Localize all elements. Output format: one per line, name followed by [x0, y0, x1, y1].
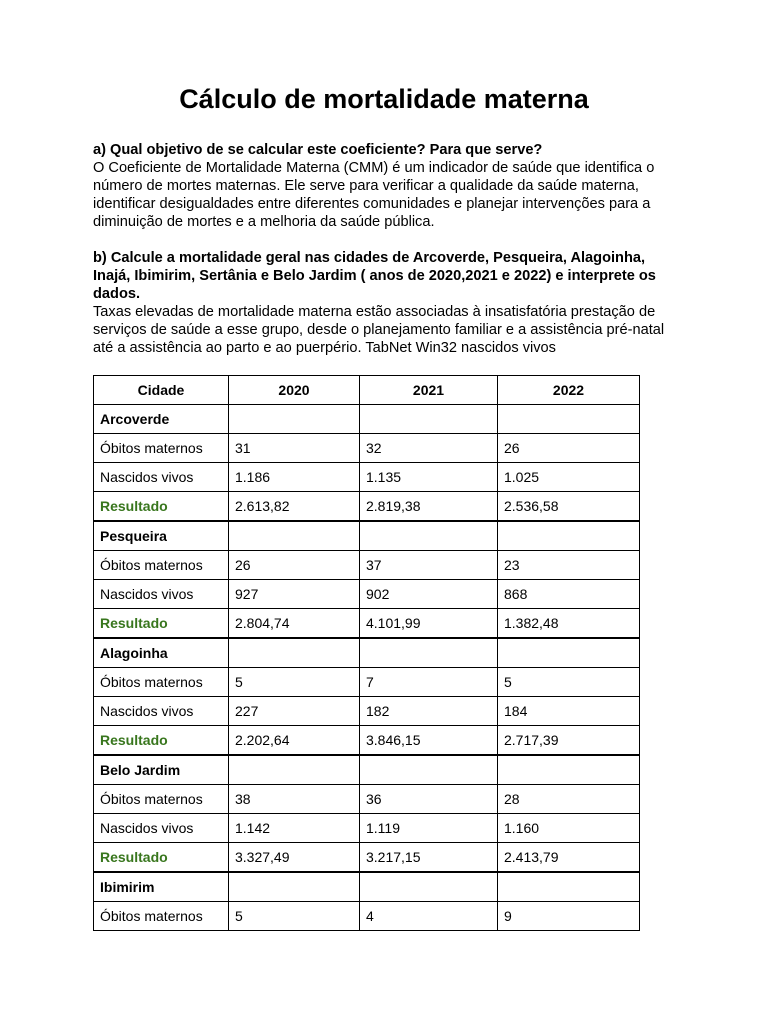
header-2022: 2022 [498, 376, 640, 405]
empty-cell [229, 755, 360, 785]
table-row [94, 609, 640, 639]
value-cell: 2.536,58 [498, 492, 640, 522]
header-2021: 2021 [360, 376, 498, 405]
city-row [94, 755, 640, 785]
row-label: Óbitos maternos [94, 785, 229, 814]
result-label: Resultado [94, 843, 229, 873]
table-header-row [94, 376, 640, 405]
row-label: Nascidos vivos [94, 814, 229, 843]
mortality-table [93, 375, 640, 931]
value-cell: 1.119 [360, 814, 498, 843]
value-cell: 1.186 [229, 463, 360, 492]
value-cell: 26 [229, 551, 360, 580]
result-label: Resultado [94, 726, 229, 756]
value-cell: 3.327,49 [229, 843, 360, 873]
empty-cell [229, 872, 360, 902]
city-name: Pesqueira [94, 521, 229, 551]
value-cell: 28 [498, 785, 640, 814]
page-title: Cálculo de mortalidade materna [179, 84, 589, 114]
empty-cell [360, 638, 498, 668]
result-label: Resultado [94, 609, 229, 639]
table-row [94, 580, 640, 609]
value-cell: 182 [360, 697, 498, 726]
row-label: Óbitos maternos [94, 668, 229, 697]
empty-cell [498, 638, 640, 668]
header-2020: 2020 [229, 376, 360, 405]
table-row [94, 814, 640, 843]
table-row [94, 463, 640, 492]
empty-cell [498, 755, 640, 785]
value-cell: 2.804,74 [229, 609, 360, 639]
value-cell: 1.135 [360, 463, 498, 492]
table-row [94, 785, 640, 814]
table-row [94, 843, 640, 873]
header-cidade: Cidade [94, 376, 229, 405]
value-cell: 36 [360, 785, 498, 814]
empty-cell [498, 405, 640, 434]
row-label: Nascidos vivos [94, 463, 229, 492]
value-cell: 38 [229, 785, 360, 814]
empty-cell [360, 872, 498, 902]
value-cell: 5 [229, 902, 360, 931]
city-name: Alagoinha [94, 638, 229, 668]
city-name: Ibimirim [94, 872, 229, 902]
row-label: Óbitos maternos [94, 902, 229, 931]
value-cell: 2.717,39 [498, 726, 640, 756]
value-cell: 7 [360, 668, 498, 697]
empty-cell [498, 521, 640, 551]
value-cell: 184 [498, 697, 640, 726]
table-row [94, 668, 640, 697]
section-a-answer: O Coeficiente de Mortalidade Materna (CMM) é um indicador de saúde que identifica o número de mortes maternas. Ele serve para verificar a qualidade da saúde materna, identificar desigualdades entre diferentes comunidades e planejar intervenções para a diminuição de mortes e a melhoria da saúde pública. [93, 160, 655, 230]
row-label: Nascidos vivos [94, 580, 229, 609]
section-a-question: a) Qual objetivo de se calcular este coeficiente? Para que serve? [93, 142, 543, 158]
table-row [94, 726, 640, 756]
section-b [93, 249, 683, 357]
value-cell: 32 [360, 434, 498, 463]
empty-cell [229, 405, 360, 434]
value-cell: 1.025 [498, 463, 640, 492]
city-name: Belo Jardim [94, 755, 229, 785]
row-label: Óbitos maternos [94, 551, 229, 580]
value-cell: 4 [360, 902, 498, 931]
row-label: Nascidos vivos [94, 697, 229, 726]
row-label: Óbitos maternos [94, 434, 229, 463]
value-cell: 3.217,15 [360, 843, 498, 873]
value-cell: 902 [360, 580, 498, 609]
result-label: Resultado [94, 492, 229, 522]
city-row [94, 872, 640, 902]
value-cell: 1.382,48 [498, 609, 640, 639]
value-cell: 1.142 [229, 814, 360, 843]
value-cell: 2.819,38 [360, 492, 498, 522]
value-cell: 927 [229, 580, 360, 609]
value-cell: 3.846,15 [360, 726, 498, 756]
city-row [94, 521, 640, 551]
value-cell: 227 [229, 697, 360, 726]
value-cell: 26 [498, 434, 640, 463]
value-cell: 2.613,82 [229, 492, 360, 522]
empty-cell [360, 405, 498, 434]
empty-cell [498, 872, 640, 902]
value-cell: 37 [360, 551, 498, 580]
empty-cell [360, 755, 498, 785]
value-cell: 4.101,99 [360, 609, 498, 639]
value-cell: 5 [498, 668, 640, 697]
city-row [94, 638, 640, 668]
section-a [93, 141, 683, 231]
table-row [94, 902, 640, 931]
empty-cell [229, 638, 360, 668]
value-cell: 9 [498, 902, 640, 931]
table-row [94, 492, 640, 522]
section-b-question: b) Calcule a mortalidade geral nas cidades de Arcoverde, Pesqueira, Alagoinha, Inajá, Ibimirim, Sertânia e Belo Jardim ( anos de 2020,2021 e 2022) e interprete os dados. [93, 250, 656, 302]
value-cell: 2.413,79 [498, 843, 640, 873]
table-row [94, 434, 640, 463]
city-row [94, 405, 640, 434]
empty-cell [360, 521, 498, 551]
value-cell: 868 [498, 580, 640, 609]
table-row [94, 551, 640, 580]
city-name: Arcoverde [94, 405, 229, 434]
value-cell: 1.160 [498, 814, 640, 843]
table-row [94, 697, 640, 726]
table-body [94, 405, 640, 931]
empty-cell [229, 521, 360, 551]
value-cell: 5 [229, 668, 360, 697]
value-cell: 2.202,64 [229, 726, 360, 756]
value-cell: 23 [498, 551, 640, 580]
value-cell: 31 [229, 434, 360, 463]
section-b-answer: Taxas elevadas de mortalidade materna estão associadas à insatisfatória prestação de serviços de saúde a esse grupo, desde o planejamento familiar e a assistência pré-natal até a assistência ao parto e ao puerpério. TabNet Win32 nascidos vivos [93, 304, 665, 356]
